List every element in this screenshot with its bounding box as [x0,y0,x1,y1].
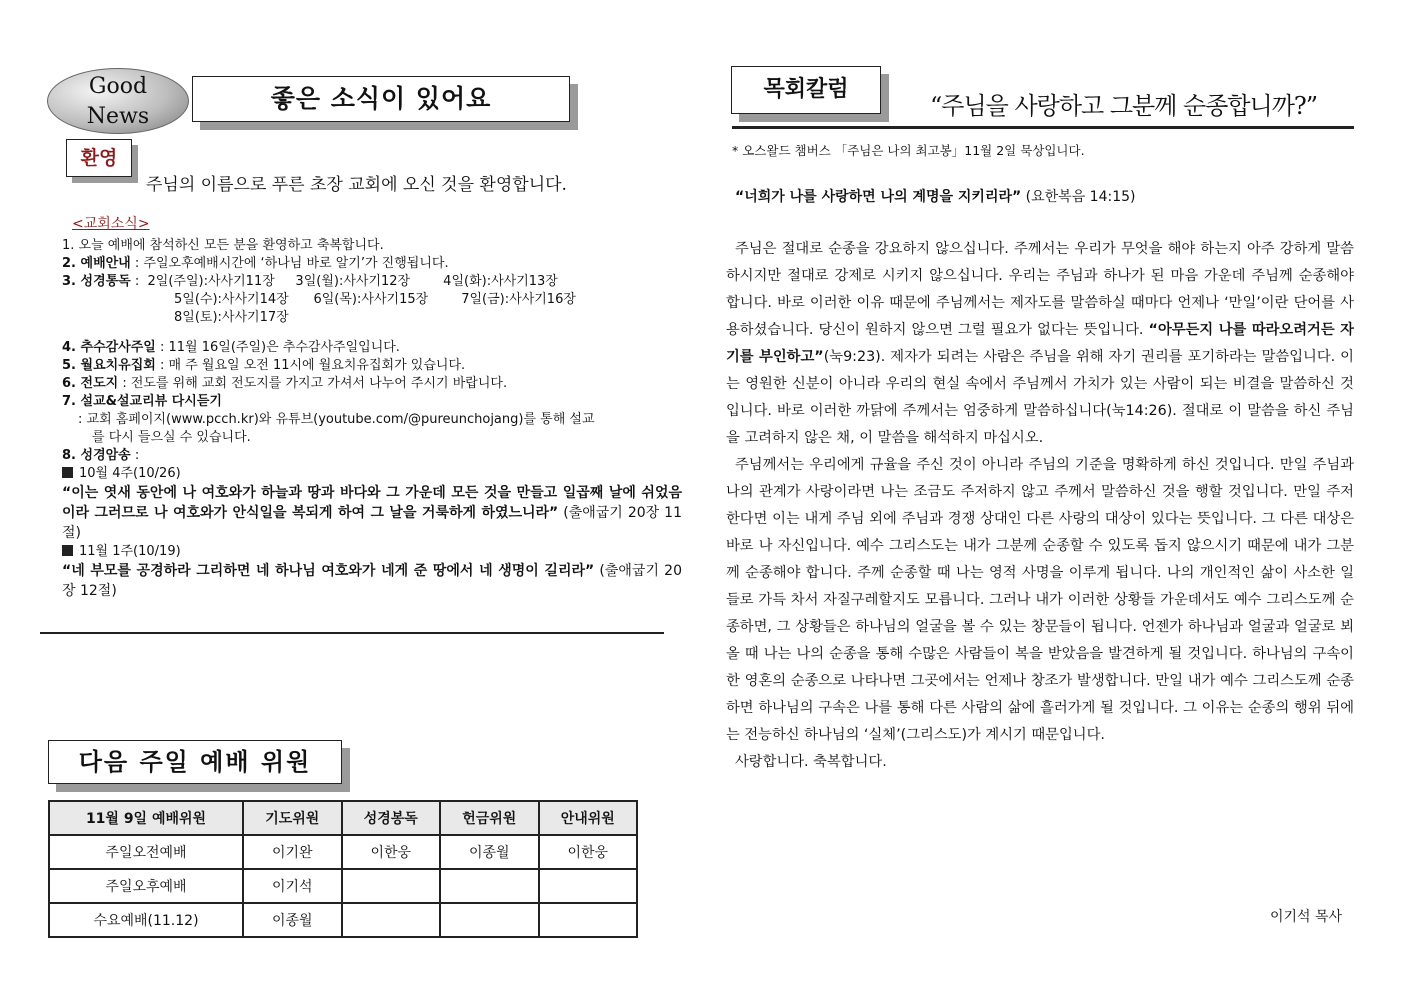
table-row [49,869,637,903]
column-headline: “주님을 사랑하고 그분께 순종합니까?” [930,92,1318,120]
column-body [726,236,1354,776]
table-header-row [49,801,637,835]
table-cell [342,869,441,903]
news-item-4: 4. 추수감사주일 : 11월 16일(주일)은 추수감사주일입니다. [62,340,400,355]
table-cell: 이기완 [243,835,342,869]
news-item-2: 2. 예배안내 : 주일오후예배시간에 ‘하나님 바로 알기’가 진행됩니다. [62,256,449,271]
verse-2: “네 부모를 공경하라 그리하면 네 하나님 여호와가 네게 준 땅에서 네 생명이 길리라” (출애굽기 20장 12절) [62,563,682,599]
divider [40,632,664,634]
verse-1: “이는 엿새 동안에 나 여호와가 하늘과 땅과 바다와 그 가운데 모든 것을 만들고 일곱째 날에 쉬었음이라 그러므로 나 여호와가 안식일을 복되게 하여 그 날을 거룩하게 하였느니라” (출애굽기 20장 11절) [62,485,682,541]
verse-1-date: 10월 4주(10/26) [62,465,682,483]
news-item-3-line-2: 5일(수):사사기14장 6일(목):사사기15장 7일(금):사사기16장 [174,292,576,307]
table-cell: 이종월 [440,835,539,869]
next-week-title: 다음 주일 예배 위원 [48,740,342,784]
table-cell: 이한웅 [342,835,441,869]
table-header-cell: 헌금위원 [440,801,539,835]
column-source: * 오스왈드 챔버스 「주님은 나의 최고봉」11월 2일 묵상입니다. [732,143,1085,158]
divider [732,126,1354,129]
badge-line-1: Good [88,74,148,99]
news-item-5: 5. 월요치유집회 : 매 주 월요일 오전 11시에 월요치유집회가 있습니다. [62,358,466,373]
key-verse: “너희가 나를 사랑하면 나의 계명을 지키리라” (요한복음 14:15) [735,189,1136,205]
table-cell: 이종월 [243,903,342,937]
table-cell [342,903,441,937]
square-bullet-icon [62,545,73,556]
table-header-cell: 안내위원 [539,801,638,835]
signature: 이기석 목사 [1270,909,1343,925]
news-item-7-line-1: : 교회 홈페이지(www.pcch.kr)와 유튜브(youtube.com/@pureunchojang)를 통해 설교 [78,412,595,427]
table-row [49,903,637,937]
table-cell: 이기석 [243,869,342,903]
paragraph-1: 주님은 절대로 순종을 강요하지 않으십니다. 주께서는 우리가 무엇을 해야 하는지 아주 강하게 말씀하시지만 절대로 강제로 시키지 않으십니다. 우리는 주님과 하나가 된 마음 가운데 주님께 순종해야 합니다. 바로 이러한 이유 때문에 주님께서는 제자도를 말씀하실 때마다 언제나 ‘만일’이란 단어를 사용하셨습니다. 당신이 원하지 않으면 그럴 필요가 없다는 뜻입니다. “아무든지 나를 따라오려거든 자기를 부인하고”(눅9:23). 제자가 되려는 사람은 주님을 위해 자기 권리를 포기하라는 말씀입니다. 이는 영원한 신분이 아니라 우리의 현실 속에서 주님께서 가치가 있는 사람이 되는 비결을 말씀하신 것입니다. 바로 이러한 까닭에 주께서는 엄중하게 말씀하십니다(눅14:26). 절대로 이 말씀을 하신 주님을 고려하지 않은 채, 이 말씀을 해석하지 마십시오. [726,241,1354,446]
table-row [49,835,637,869]
news-item-7-line-2: 를 다시 들으실 수 있습니다. [92,430,251,445]
duty-table [48,800,638,938]
news-item-6: 6. 전도지 : 전도를 위해 교회 전도지를 가지고 가셔서 나누어 주시기 바랍니다. [62,376,508,391]
news-item-3-line-3: 8일(토):사사기17장 [174,310,289,325]
verse-2-date: 11월 1주(10/19) [62,543,682,561]
news-item-3: 3. 성경통독 : 2일(주일):사사기11장 3일(월):사사기12장 4일(화):사사기13장 [62,274,558,289]
closing-line: 사랑합니다. 축복합니다. [735,754,887,770]
table-cell: 주일오후예배 [49,869,243,903]
table-cell: 수요예배(11.12) [49,903,243,937]
news-heading: <교회소식> [72,216,150,232]
paragraph-2: 주님께서는 우리에게 규율을 주신 것이 아니라 주님의 기준을 명확하게 하신 것입니다. 만일 주님과 나의 관계가 사랑이라면 나는 조금도 주저하지 않고 주께서 말씀하신 것을 행할 것입니다. 만일 주저한다면 이는 내게 주님 외에 주님과 경쟁 상대인 다른 사랑의 대상이 있다는 뜻입니다. 그 다른 대상은 바로 나 자신입니다. 예수 그리스도는 내가 그분께 순종할 수 있도록 돕지 않으시기 때문에 내가 그분께 순종해야 합니다. 주께 순종할 때 나는 영적 사명을 이루게 됩니다. 나의 개인적인 삶이 사소한 일들로 가득 차서 자질구레할지도 모릅니다. 그러나 내가 이러한 상황들 가운데서도 예수 그리스도께 순종하면, 그 상황들은 하나님의 얼굴을 볼 수 있는 창문들이 됩니다. 언젠가 하나님과 얼굴과 얼굴로 뵈올 때 나는 나의 순종을 통해 수많은 사람들이 복을 받았음을 발견하게 될 것입니다. 하나님의 구속이 한 영혼의 순종으로 나타나면 그곳에서는 언제나 창조가 발생합니다. 만일 내가 예수 그리스도께 순종하면 하나님의 구속은 나를 통해 다른 사람의 삶에 흘러가게 될 것입니다. 그 이유는 순종의 행위 뒤에는 전능하신 하나님의 ‘실체’(그리스도)가 계시기 때문입니다. [726,457,1354,743]
badge-line-2: News [86,104,150,129]
news-item-8: 8. 성경암송 : [62,448,140,463]
square-bullet-icon [62,467,73,478]
table-header-cell: 11월 9일 예배위원 [49,801,243,835]
table-cell [539,869,638,903]
pastor-column-tag: 목회칼럼 [731,66,881,114]
news-item-1: 1. 오늘 예배에 참석하신 모든 분을 환영하고 축복합니다. [62,238,384,253]
table-cell [440,903,539,937]
good-news-badge [47,68,189,134]
news-item-7: 7. 설교&설교리뷰 다시듣기 [62,394,222,409]
table-cell [539,903,638,937]
welcome-text: 주님의 이름으로 푸른 초장 교회에 오신 것을 환영합니다. [146,175,567,195]
welcome-tag: 환영 [66,139,132,177]
table-header-cell: 성경봉독 [342,801,441,835]
good-news-title: 좋은 소식이 있어요 [192,76,570,122]
table-cell: 이한웅 [539,835,638,869]
table-cell: 주일오전예배 [49,835,243,869]
church-news-list [62,237,682,601]
table-header-cell: 기도위원 [243,801,342,835]
table-cell [440,869,539,903]
